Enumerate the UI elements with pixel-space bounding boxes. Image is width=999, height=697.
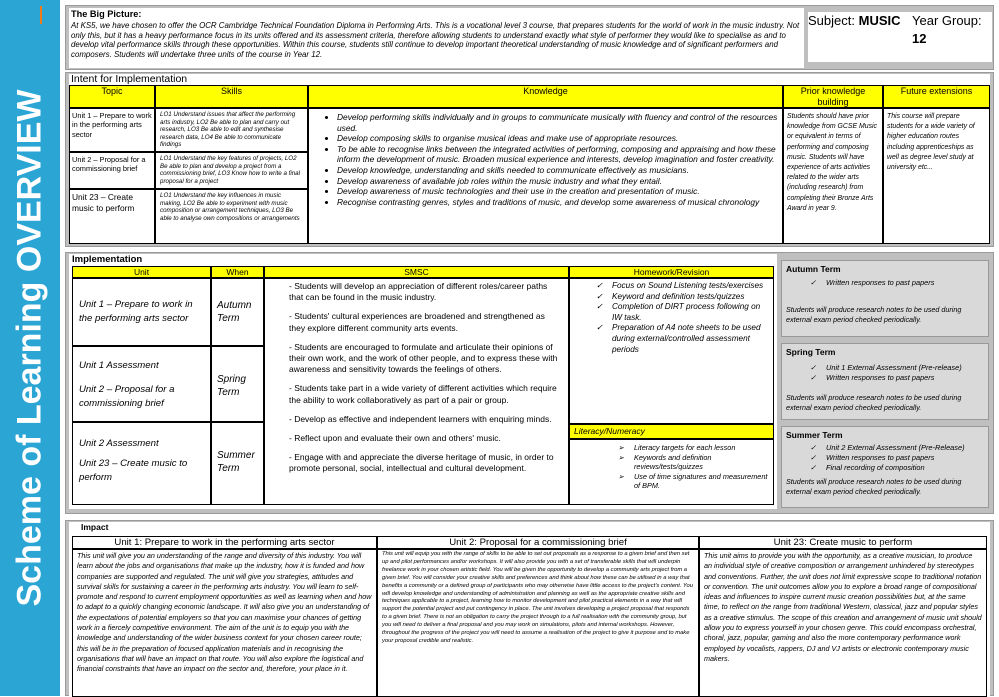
term-box-spring <box>781 343 989 420</box>
literacy-item: ➢ Use of time signatures and measurement of BPM. <box>616 472 769 491</box>
impl-header-homework: Homework/Revision <box>569 266 774 278</box>
literacy-item: ➢ Literacy targets for each lesson <box>616 443 769 453</box>
impl-literacy-heading: Literacy/Numeracy <box>569 424 774 439</box>
term-box-autumn <box>781 260 989 337</box>
impl-unit-spring <box>72 346 211 422</box>
impl-when-summer: Summer Term <box>211 422 264 505</box>
smsc-item: - Students take part in a wide variety of different activities which require the ability to work collaboratively as part of a pair or group. <box>289 383 557 405</box>
intent-prior: Students should have prior knowledge from GCSE Music or equivalent in terms of performing and composing music. Students will have experience of arts activities related to the wider arts (including research) from completing their Bronze Arts Award in year 9. <box>783 108 883 244</box>
knowledge-item: • Develop awareness of music technologies and their use in the creation and presentation of music. <box>337 186 778 197</box>
knowledge-item: • Develop performing skills individually and in groups to communicate musically with fluency and control of the resources used. <box>337 112 778 133</box>
impact-text-unit2: This unit will equip you with the range of skills to be able to set out proposals as a response to a given brief and then set up and pilot performances and/or workshops. It will also provide you with a set of transferable skills that will underpin freelance work in your chosen artistic field. You will be given the opportunity to develop a community arts project from a given brief. You will consider your creative skills and preferences and think about how these can be utilised in a way that benefits a community or a defined group of participants who may otherwise have little access to the project's content. You will develop knowledge and understanding of administration and planning as well as the appropriate creative skills and techniques applicable to a project, learning how to monitor development and pilot practical elements in a way that will support the potential project and put contingency in place. The unit involves developing a project proposal that responds to a given brief. There is not an obligation to carry the project through to a full realisation with the community group, but you will need to deliver a final proposal and you may work on simulations, pilots and internal workshops. However, throughout the progress of the project you will need to assume a realisation of the project to give it purpose and to make your proposal credible and realistic. <box>377 549 699 697</box>
intent-topic-1: Unit 1 – Prepare to work in the performing arts sector <box>69 108 155 152</box>
impact-header-unit2: Unit 2: Proposal for a commissioning brief <box>377 536 699 549</box>
intent-header-future: Future extensions <box>883 85 990 108</box>
impl-unit-summer-2: Unit 23 – Create music to perform <box>79 458 188 483</box>
homework-item: ✓ Preparation of A4 note sheets to be used during external/controlled assessment periods <box>594 323 769 355</box>
smsc-item: - Engage with and appreciate the diverse heritage of music, in order to promote personal, social, intellectual and cultural development. <box>289 452 554 474</box>
big-picture-text: At KS5, we have chosen to offer the OCR Cambridge Technical Foundation Diploma in Performing Arts. This is a vocational level 3 course, that prepares students for the world of work in the music industry. Not only this, but it has a heavy performance focus in its units offered and its assessment criteria, therefore allowing students to understand exactly what style of performer they would like to specialise as and to develop vital performance skills through these opportunities. Within this course, students still continue to develop important theoretical understanding of music knowledge and of significant performers and composers. Students will undertake three units of the course in Year 12. <box>71 21 800 59</box>
impl-smsc <box>264 278 569 505</box>
homework-item: ✓ Completion of DIRT process following on IW task. <box>594 302 769 323</box>
impl-unit-spring-1: Unit 1 Assessment <box>79 360 159 371</box>
impl-unit-autumn <box>72 278 211 346</box>
term-box-summer <box>781 426 989 508</box>
term-item: ✓ Unit 2 External Assessment (Pre-Release) <box>808 443 988 453</box>
literacy-item: ➢ Keywords and definition reviews/tests/quizzes <box>616 453 769 472</box>
big-picture-box <box>69 8 804 68</box>
implementation-section <box>65 252 994 514</box>
sidebar-title: Scheme of Learning OVERVIEW <box>10 89 49 607</box>
smsc-item: - Reflect upon and evaluate their own and others' music. <box>289 433 501 444</box>
intent-skill-1: LO1 Understand issues that affect the performing arts industry, LO2 Be able to plan and carry out research, LO3 Be able to edit and synthesise research data, LO4 Be able to communicate findings <box>155 108 308 152</box>
term-title: Spring Term <box>786 347 836 357</box>
smsc-item: - Develop as effective and independent learners with enquiring minds. <box>289 413 552 424</box>
sidebar <box>0 0 60 696</box>
impl-literacy <box>569 439 774 505</box>
knowledge-item: • Develop composing skills to organise musical ideas and make use of appropriate resources. <box>337 133 778 144</box>
term-note: Students will produce research notes to be used during external exam period checked periodically. <box>786 393 962 412</box>
impl-homework <box>569 278 774 424</box>
knowledge-item: • Develop knowledge, understanding and skills needed to communicate effectively as musicians. <box>337 165 778 176</box>
homework-item: ✓ Focus on Sound Listening tests/exercises <box>594 281 769 292</box>
smsc-item: - Students will develop an appreciation of different roles/career paths that can be found in the music industry. <box>289 281 548 303</box>
big-picture-heading: The Big Picture: <box>71 9 142 19</box>
year-label: Year Group: <box>912 13 982 28</box>
term-title: Autumn Term <box>786 264 841 274</box>
intent-topic-3: Unit 23 – Create music to perform <box>69 189 155 244</box>
intent-header-knowledge: Knowledge <box>308 85 783 108</box>
intent-section <box>65 72 994 247</box>
intent-future: This course will prepare students for a wide variety of higher education routes including apprenticeships as well as degree level study at university etc... <box>883 108 990 244</box>
impl-unit-spring-2: Unit 2 – Proposal for a commissioning brief <box>79 384 175 409</box>
homework-item: ✓ Keyword and definition tests/quizzes <box>594 292 769 303</box>
impl-unit-summer-1: Unit 2 Assessment <box>79 438 159 449</box>
knowledge-item: • To be able to recognise links between the integrated activities of performing, composing and appraising and how these inform the development of music. Broaden musical experience and interests, develop imagination and foster creativity. <box>337 144 778 165</box>
impl-when-spring: Spring Term <box>211 346 264 422</box>
intent-header-prior: Prior knowledge building <box>783 85 883 108</box>
impl-unit-summer <box>72 422 211 505</box>
subject-label: Subject: <box>808 13 855 28</box>
term-item: ✓ Unit 1 External Assessment (Pre-release) <box>808 363 988 373</box>
term-note: Students will produce research notes to be used during external exam period checked periodically. <box>786 477 962 496</box>
impl-header-unit: Unit <box>72 266 211 278</box>
intent-skill-2: LO1 Understand the key features of projects, LO2 Be able to plan and develop a project from a commissioning brief, LO3 Know how to write a final proposal for a project <box>155 152 308 189</box>
year-value: 12 <box>912 31 927 46</box>
impact-heading: Impact <box>81 522 109 532</box>
knowledge-item: • Recognise contrasting genres, styles and traditions of music, and develop some awareness of musical chronology <box>337 197 778 208</box>
intent-heading: Intent for Implementation <box>71 73 188 85</box>
term-item: ✓ Written responses to past papers <box>808 453 988 463</box>
intent-header-topic: Topic <box>69 85 155 108</box>
impact-header-unit1: Unit 1: Prepare to work in the performing arts sector <box>72 536 377 549</box>
impact-header-unit23: Unit 23: Create music to perform <box>699 536 987 549</box>
term-title: Summer Term <box>786 430 843 440</box>
smsc-item: - Students' cultural experiences are broadened and strengthened as they explore different community arts events. <box>289 311 545 333</box>
intent-header-skills: Skills <box>155 85 308 108</box>
term-item: ✓ Written responses to past papers <box>808 373 988 383</box>
implementation-heading: Implementation <box>72 254 143 265</box>
impact-section <box>65 520 994 696</box>
subject-box <box>808 12 992 62</box>
big-picture-section <box>65 5 994 70</box>
term-item: ✓ Final recording of composition <box>808 463 988 473</box>
impl-when-autumn: Autumn Term <box>211 278 264 346</box>
sidebar-accent <box>40 6 42 24</box>
term-item: ✓ Written responses to past papers <box>808 278 988 288</box>
smsc-item: - Students are encouraged to formulate and articulate their opinions of their own work, and the work of other people, and to express these with awareness and sensitivity towards the feelings of others. <box>289 341 558 375</box>
impact-text-unit23: This unit aims to provide you with the opportunity, as a creative musician, to produce an individual style of creative composition or arrangement unhindered by stereotypes and conventions. Further, the unit does not limit expressive scope to traditional notation or convention. The unit outcomes allow you to explore a broad range of compositional ideas and influences to inspire current music creation possibilities but, at the same time, to reflect on the range from traditional Western, classical, jazz and popular styles as a creative stimulus. The scope of this creation and arrangement of music unit should allow you to express yourself in your chosen genre. This could encompass orchestral, choral, jazz, popular, gaming and also the more contemporary performance work employed by vocalists, rappers, DJ and VJ artists or electronic contemporary music makers. <box>699 549 987 697</box>
intent-skill-3: LO1 Understand the key influences in music making, LO2 Be able to experiment with music composition or arrangement techniques, LO3 Be able to analyse own compositions or arrangements <box>155 189 308 244</box>
knowledge-item: • Develop awareness of available job roles within the music industry and what they entail. <box>337 176 778 187</box>
intent-topic-2: Unit 2 – Proposal for a commissioning brief <box>69 152 155 189</box>
impl-header-smsc: SMSC <box>264 266 569 278</box>
impl-unit-autumn-1: Unit 1 – Prepare to work in the performing arts sector <box>79 299 193 324</box>
subject-value: MUSIC <box>858 13 901 28</box>
term-note: Students will produce research notes to be used during external exam period checked periodically. <box>786 305 962 324</box>
impact-text-unit1: This unit will give you an understanding of the range and diversity of this industry. You will learn about the jobs and organisations that make up the industry, how it is funded and how companies are supported and regulated. The unit will give you strategies, attitudes and survival skills for sustaining a career in the performing arts industry. You will learn to self-promote and respond to current employment opportunities as well as learning when and how to adapt to a quickly changing economic landscape. It will also give you an understanding of the expectations of potential employers so that you can maximise your chances of getting work in a fiercely competitive environment. The aim of the unit is to equip you with the knowledge and understanding of the wider business context for your chosen career route; this will be in the preparation of focused application materials and in recognising the organisations that will have an impact on that route. You will also explore the logistical and financial constraints that have an impact on the sector and, therefore, your place in it. <box>72 549 377 697</box>
intent-knowledge-list <box>308 108 783 244</box>
impl-header-when: When <box>211 266 264 278</box>
